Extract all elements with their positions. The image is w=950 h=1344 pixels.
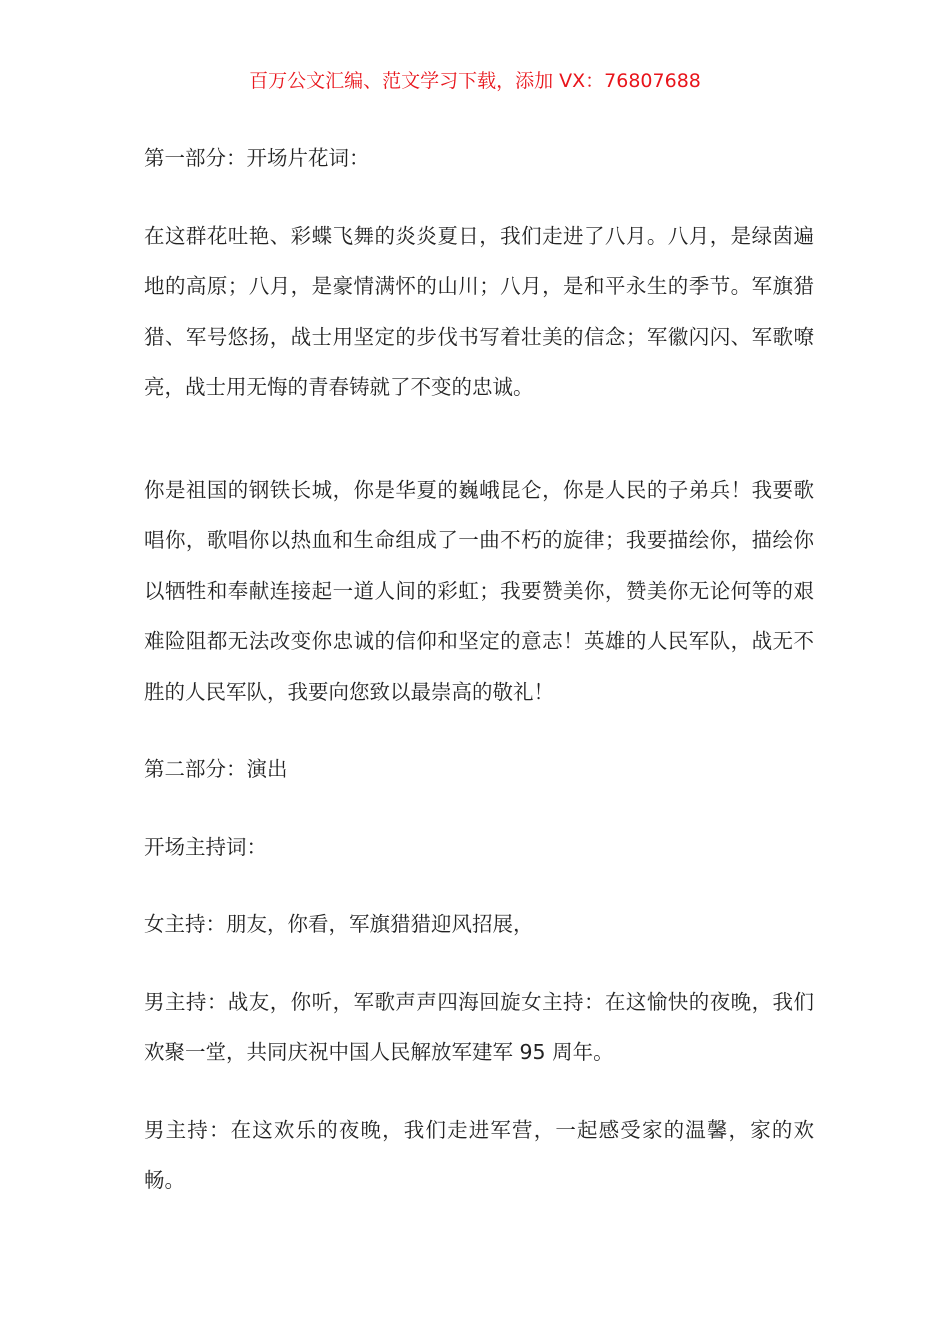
- section-heading-part-two: 第二部分：演出: [144, 757, 288, 781]
- tribute-paragraph: 你是祖国的钢铁长城，你是华夏的巍峨昆仑，你是人民的子弟兵！我要歌唱你，歌唱你以热血和生命组成了一曲不朽的旋律；我要描绘你，描绘你以牺牲和奉献连接起一道人间的彩虹；我要赞美你，赞美你无论何等的艰难险阻都无法改变你忠诚的信仰和坚定的意志！英雄的人民军队，战无不胜的人民军队，我要向您致以最崇高的敬礼！: [144, 477, 814, 704]
- opening-host-heading: 开场主持词：: [144, 834, 267, 859]
- section-heading-part-one: 第一部分：开场片花词：: [144, 146, 370, 170]
- female-host-line-1: 女主持：朋友，你看，军旗猎猎迎风招展，: [144, 912, 534, 936]
- watermark-header: 百万公文汇编、范文学习下载，添加 VX：76807688: [249, 70, 701, 92]
- intro-paragraph: 在这群花吐艳、彩蝶飞舞的炎炎夏日，我们走进了八月。八月，是绿茵遍地的高原；八月，是豪情满怀的山川；八月，是和平永生的季节。军旗猎猎、军号悠扬，战士用坚定的步伐书写着壮美的信念；军徽闪闪、军歌嘹亮，战士用无悔的青春铸就了不变的忠诚。: [144, 223, 814, 399]
- male-host-line-1: 男主持：战友，你听，军歌声声四海回旋女主持：在这愉快的夜晚，我们欢聚一堂，共同庆祝中国人民解放军建军 95 周年。: [144, 989, 814, 1064]
- male-host-line-2: 男主持：在这欢乐的夜晚，我们走进军营，一起感受家的温馨，家的欢畅。: [144, 1117, 814, 1192]
- document-body: [144, 133, 814, 1206]
